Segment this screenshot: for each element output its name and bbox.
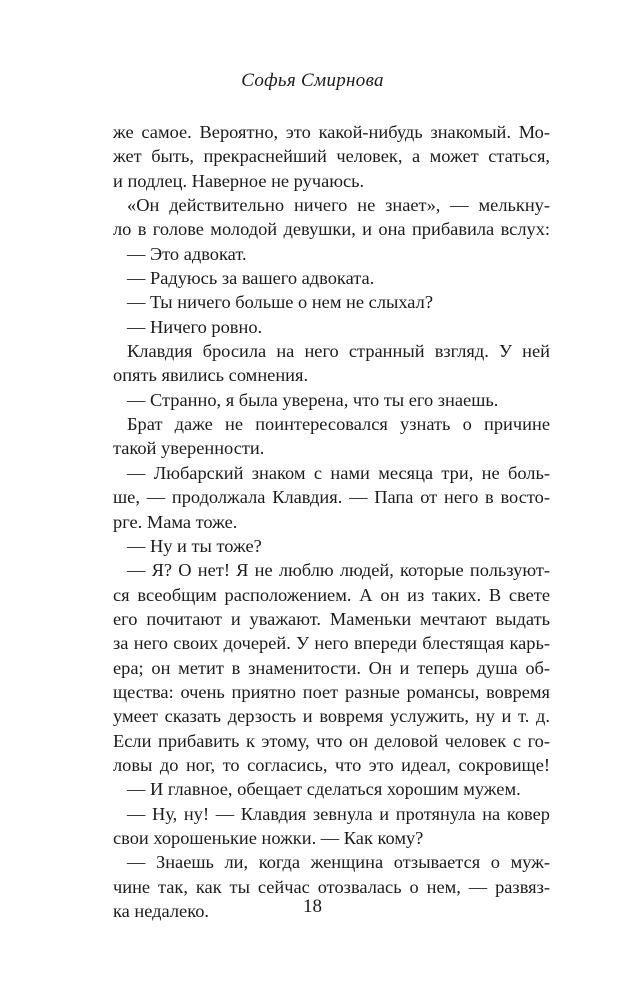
text-line: — Радуюсь за вашего адвоката. xyxy=(127,268,375,289)
text-line: — Странно, я была уверена, что ты его знаешь. xyxy=(127,389,499,410)
page-number: 18 xyxy=(303,896,322,917)
running-header: Софья Смирнова xyxy=(241,70,384,91)
text-line: опять явились сомнения. xyxy=(113,365,309,386)
text-line: ка недалеко. xyxy=(113,901,209,921)
text-line: ше, — продолжала Клавдия. — Папа от него в восто- xyxy=(113,487,550,508)
text-line: — И главное, обещает сделаться хорошим мужем. xyxy=(127,779,521,800)
text-line: свои хорошенькие ножки. — Как кому? xyxy=(113,827,424,848)
text-line: — Это адвокат. xyxy=(127,243,247,264)
text-line: Если прибавить к этому, что он деловой человек с го- xyxy=(113,730,550,751)
text-line: рге. Мама тоже. xyxy=(113,511,238,532)
text-line: такой уверенности. xyxy=(113,438,265,459)
text-line: — Знаешь ли, когда женщина отзывается о муж- xyxy=(127,852,550,873)
text-line: Клавдия бросила на него странный взгляд. У ней xyxy=(127,341,550,362)
text-line: и подлец. Наверное не ручаюсь. xyxy=(113,170,365,191)
text-line: ера; он метит в знаменитости. Он и теперь душа об- xyxy=(113,657,550,678)
text-line: чине так, как ты сейчас отозвалась о нем, — развяз- xyxy=(113,876,550,897)
text-line: — Я? О нет! Я не люблю людей, которые пользуют- xyxy=(127,560,550,581)
text-line: — Ничего ровно. xyxy=(127,316,263,337)
text-line: ловы до ног, то согласись, что это идеал, сокровище! xyxy=(113,754,550,775)
text-line: — Ты ничего больше о нем не слыхал? xyxy=(127,292,433,313)
text-line: же самое. Вероятно, это какой-нибудь знакомый. Мо- xyxy=(113,122,550,142)
text-line: его почитают и уважают. Маменьки мечтают выдать xyxy=(113,608,550,629)
text-line: — Ну и ты тоже? xyxy=(127,535,262,556)
page-body xyxy=(113,120,550,923)
text-line: — Любарский знаком с нами месяца три, не боль- xyxy=(127,462,550,483)
text-line: — Ну, ну! — Клавдия зевнула и протянула на ковер xyxy=(127,803,550,824)
text-line: ся всеобщим расположением. А он из таких. В свете xyxy=(113,584,550,605)
text-line: щества: очень приятно поет разные романсы, вовремя xyxy=(113,681,550,702)
text-line: умеет сказать дерзость и вовремя услужить, ну и т. д. xyxy=(113,706,550,727)
text-line: ло в голове молодой девушки, и она прибавила вслух: xyxy=(113,219,550,240)
text-line: «Он действительно ничего не знает», — мелькну- xyxy=(127,195,550,216)
text-line: Брат даже не поинтересовался узнать о причине xyxy=(127,414,550,435)
text-line: за него своих дочерей. У него впереди блестящая карь- xyxy=(113,633,550,654)
text-line: жет быть, прекраснейший человек, а может статься, xyxy=(113,146,550,167)
